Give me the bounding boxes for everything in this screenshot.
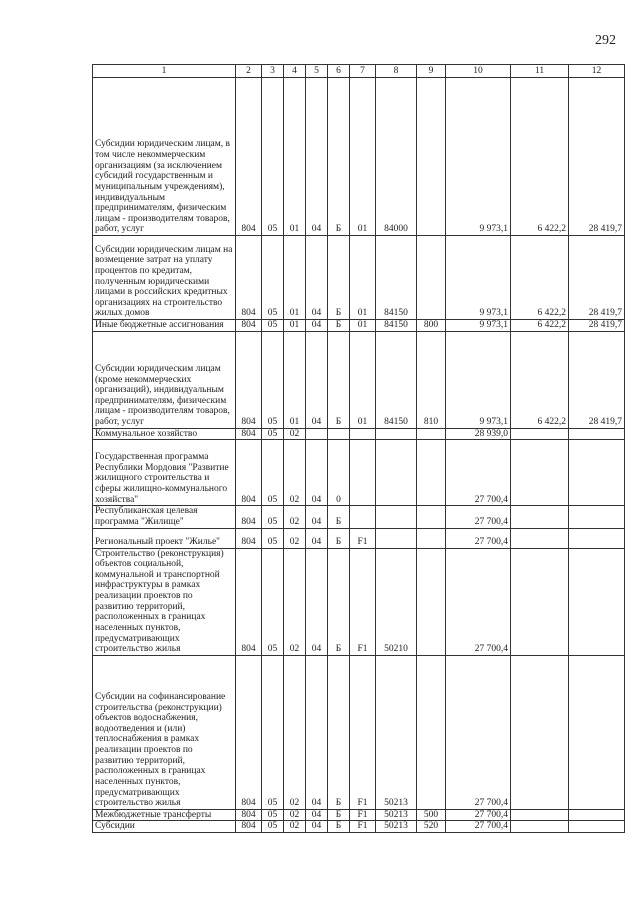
cell-c11: 6 422,2 bbox=[511, 236, 569, 320]
table-row bbox=[93, 506, 625, 528]
cell-c8: 50213 bbox=[376, 655, 417, 809]
cell-c8: 84150 bbox=[376, 236, 417, 320]
cell-c9 bbox=[417, 506, 446, 528]
cell-c4: 02 bbox=[284, 809, 306, 821]
cell-c5: 04 bbox=[306, 655, 328, 809]
cell-c11 bbox=[511, 809, 569, 821]
cell-c10: 9 973,1 bbox=[446, 78, 511, 236]
cell-c11: 6 422,2 bbox=[511, 331, 569, 428]
cell-c7: F1 bbox=[350, 809, 376, 821]
cell-c10: 9 973,1 bbox=[446, 236, 511, 320]
cell-c2: 804 bbox=[236, 78, 262, 236]
cell-c4: 02 bbox=[284, 528, 306, 548]
cell-c11: 6 422,2 bbox=[511, 320, 569, 332]
cell-c6: Б bbox=[328, 506, 350, 528]
cell-c5: 04 bbox=[306, 320, 328, 332]
cell-c6: Б bbox=[328, 331, 350, 428]
cell-c2: 804 bbox=[236, 809, 262, 821]
cell-c12 bbox=[569, 428, 625, 440]
header-cell: 12 bbox=[569, 65, 625, 78]
cell-c11 bbox=[511, 821, 569, 833]
cell-c9: 810 bbox=[417, 331, 446, 428]
cell-c10: 27 700,4 bbox=[446, 506, 511, 528]
cell-c7 bbox=[350, 428, 376, 440]
row-name-cell: Строительство (реконструкция) объектов социальной, коммунальной и транспортной инфраструктуры в рамках реализации проектов по развитию территорий, расположенных в границах населенных пунктов, предусматривающих строительство жилья bbox=[93, 548, 236, 655]
cell-c6: Б bbox=[328, 528, 350, 548]
cell-c4: 02 bbox=[284, 821, 306, 833]
header-cell: 7 bbox=[350, 65, 376, 78]
header-cell: 2 bbox=[236, 65, 262, 78]
cell-c5: 04 bbox=[306, 236, 328, 320]
cell-c3: 05 bbox=[262, 320, 284, 332]
cell-c12 bbox=[569, 528, 625, 548]
budget-table bbox=[92, 64, 625, 833]
cell-c8 bbox=[376, 506, 417, 528]
cell-c5: 04 bbox=[306, 331, 328, 428]
cell-c8: 84000 bbox=[376, 78, 417, 236]
table-row bbox=[93, 809, 625, 821]
cell-c7: 01 bbox=[350, 331, 376, 428]
cell-c12 bbox=[569, 506, 625, 528]
cell-c12 bbox=[569, 440, 625, 506]
cell-c5 bbox=[306, 428, 328, 440]
cell-c11 bbox=[511, 548, 569, 655]
header-cell: 3 bbox=[262, 65, 284, 78]
cell-c11 bbox=[511, 428, 569, 440]
cell-c4: 02 bbox=[284, 440, 306, 506]
cell-c2: 804 bbox=[236, 528, 262, 548]
cell-c4: 01 bbox=[284, 320, 306, 332]
cell-c7: F1 bbox=[350, 528, 376, 548]
table-row bbox=[93, 320, 625, 332]
cell-c8: 84150 bbox=[376, 320, 417, 332]
cell-c12 bbox=[569, 548, 625, 655]
header-cell: 1 bbox=[93, 65, 236, 78]
table-row bbox=[93, 78, 625, 236]
cell-c8: 50210 bbox=[376, 548, 417, 655]
table-body bbox=[93, 78, 625, 833]
cell-c11 bbox=[511, 528, 569, 548]
cell-c2: 804 bbox=[236, 331, 262, 428]
cell-c7: F1 bbox=[350, 655, 376, 809]
cell-c9 bbox=[417, 78, 446, 236]
cell-c2: 804 bbox=[236, 655, 262, 809]
cell-c2: 804 bbox=[236, 236, 262, 320]
cell-c9 bbox=[417, 528, 446, 548]
cell-c5: 04 bbox=[306, 809, 328, 821]
cell-c12 bbox=[569, 655, 625, 809]
cell-c2: 804 bbox=[236, 548, 262, 655]
cell-c7: 01 bbox=[350, 78, 376, 236]
cell-c12 bbox=[569, 809, 625, 821]
cell-c9 bbox=[417, 236, 446, 320]
cell-c2: 804 bbox=[236, 320, 262, 332]
cell-c5: 04 bbox=[306, 821, 328, 833]
cell-c10: 28 939,0 bbox=[446, 428, 511, 440]
table-row bbox=[93, 236, 625, 320]
cell-c8 bbox=[376, 528, 417, 548]
header-cell: 9 bbox=[417, 65, 446, 78]
cell-c4: 01 bbox=[284, 331, 306, 428]
cell-c5: 04 bbox=[306, 440, 328, 506]
cell-c12: 28 419,7 bbox=[569, 236, 625, 320]
cell-c3: 05 bbox=[262, 655, 284, 809]
cell-c5: 04 bbox=[306, 528, 328, 548]
cell-c6: Б bbox=[328, 236, 350, 320]
cell-c6: Б bbox=[328, 78, 350, 236]
cell-c11 bbox=[511, 506, 569, 528]
cell-c8: 84150 bbox=[376, 331, 417, 428]
row-name-cell: Субсидии на софинансирование строительства (реконструкции) объектов водоснабжения, водоотведения и (или) теплоснабжения в рамках реализации проектов по развитию территорий, расположенных в границах населенных пунктов, предусматривающих строительство жилья bbox=[93, 655, 236, 809]
cell-c2: 804 bbox=[236, 428, 262, 440]
cell-c9: 500 bbox=[417, 809, 446, 821]
cell-c3: 05 bbox=[262, 236, 284, 320]
cell-c9 bbox=[417, 655, 446, 809]
cell-c10: 27 700,4 bbox=[446, 548, 511, 655]
cell-c11: 6 422,2 bbox=[511, 78, 569, 236]
cell-c9 bbox=[417, 428, 446, 440]
cell-c3: 05 bbox=[262, 331, 284, 428]
cell-c5: 04 bbox=[306, 506, 328, 528]
table-row bbox=[93, 821, 625, 833]
cell-c2: 804 bbox=[236, 440, 262, 506]
row-name-cell: Субсидии юридическим лицам, в том числе некоммерческим организациям (за исключением субсидий государственным и муниципальным учреждениям), индивидуальным предпринимателям, физическим лицам - производителям товаров, работ, услуг bbox=[93, 78, 236, 236]
cell-c10: 27 700,4 bbox=[446, 440, 511, 506]
row-name-cell: Субсидии юридическим лицам на возмещение затрат на уплату процентов по кредитам, полученным юридическими лицами в российских кредитных организациях на строительство жилых домов bbox=[93, 236, 236, 320]
row-name-cell: Коммунальное хозяйство bbox=[93, 428, 236, 440]
header-cell: 5 bbox=[306, 65, 328, 78]
table-row bbox=[93, 655, 625, 809]
cell-c7 bbox=[350, 506, 376, 528]
cell-c4: 01 bbox=[284, 236, 306, 320]
cell-c4: 01 bbox=[284, 78, 306, 236]
header-row bbox=[93, 65, 625, 78]
cell-c8: 50213 bbox=[376, 809, 417, 821]
cell-c12 bbox=[569, 821, 625, 833]
cell-c3: 05 bbox=[262, 506, 284, 528]
cell-c3: 05 bbox=[262, 548, 284, 655]
cell-c10: 9 973,1 bbox=[446, 331, 511, 428]
cell-c6: Б bbox=[328, 548, 350, 655]
cell-c4: 02 bbox=[284, 428, 306, 440]
cell-c10: 27 700,4 bbox=[446, 821, 511, 833]
cell-c4: 02 bbox=[284, 655, 306, 809]
cell-c10: 27 700,4 bbox=[446, 528, 511, 548]
cell-c6: Б bbox=[328, 655, 350, 809]
cell-c3: 05 bbox=[262, 440, 284, 506]
table-row bbox=[93, 331, 625, 428]
cell-c9 bbox=[417, 548, 446, 655]
row-name-cell: Иные бюджетные ассигнования bbox=[93, 320, 236, 332]
header-cell: 8 bbox=[376, 65, 417, 78]
cell-c7: 01 bbox=[350, 320, 376, 332]
cell-c12: 28 419,7 bbox=[569, 331, 625, 428]
cell-c6: Б bbox=[328, 821, 350, 833]
cell-c9: 520 bbox=[417, 821, 446, 833]
cell-c9 bbox=[417, 440, 446, 506]
cell-c9: 800 bbox=[417, 320, 446, 332]
header-cell: 10 bbox=[446, 65, 511, 78]
table-row bbox=[93, 440, 625, 506]
cell-c12: 28 419,7 bbox=[569, 320, 625, 332]
table-row bbox=[93, 428, 625, 440]
header-cell: 6 bbox=[328, 65, 350, 78]
cell-c5: 04 bbox=[306, 548, 328, 655]
table-row bbox=[93, 548, 625, 655]
cell-c10: 9 973,1 bbox=[446, 320, 511, 332]
cell-c2: 804 bbox=[236, 821, 262, 833]
cell-c10: 27 700,4 bbox=[446, 655, 511, 809]
cell-c7: F1 bbox=[350, 821, 376, 833]
cell-c6 bbox=[328, 428, 350, 440]
cell-c6: Б bbox=[328, 809, 350, 821]
cell-c4: 02 bbox=[284, 506, 306, 528]
table-row bbox=[93, 528, 625, 548]
page-number: 292 bbox=[595, 33, 616, 48]
row-name-cell: Государственная программа Республики Мордовия "Развитие жилищного строительства и сферы жилищно-коммунального хозяйства" bbox=[93, 440, 236, 506]
cell-c7 bbox=[350, 440, 376, 506]
cell-c5: 04 bbox=[306, 78, 328, 236]
cell-c6: 0 bbox=[328, 440, 350, 506]
cell-c11 bbox=[511, 440, 569, 506]
header-cell: 11 bbox=[511, 65, 569, 78]
row-name-cell: Субсидии юридическим лицам (кроме некоммерческих организаций), индивидуальным предпринимателям, физическим лицам - производителям товаров, работ, услуг bbox=[93, 331, 236, 428]
cell-c12: 28 419,7 bbox=[569, 78, 625, 236]
cell-c11 bbox=[511, 655, 569, 809]
cell-c7: F1 bbox=[350, 548, 376, 655]
cell-c8 bbox=[376, 440, 417, 506]
cell-c3: 05 bbox=[262, 428, 284, 440]
row-name-cell: Межбюджетные трансферты bbox=[93, 809, 236, 821]
cell-c8 bbox=[376, 428, 417, 440]
row-name-cell: Региональный проект "Жилье" bbox=[93, 528, 236, 548]
cell-c3: 05 bbox=[262, 821, 284, 833]
cell-c3: 05 bbox=[262, 78, 284, 236]
cell-c10: 27 700,4 bbox=[446, 809, 511, 821]
row-name-cell: Субсидии bbox=[93, 821, 236, 833]
row-name-cell: Республиканская целевая программа "Жилище" bbox=[93, 506, 236, 528]
cell-c4: 02 bbox=[284, 548, 306, 655]
header-cell: 4 bbox=[284, 65, 306, 78]
cell-c8: 50213 bbox=[376, 821, 417, 833]
cell-c3: 05 bbox=[262, 809, 284, 821]
cell-c7: 01 bbox=[350, 236, 376, 320]
cell-c6: Б bbox=[328, 320, 350, 332]
cell-c3: 05 bbox=[262, 528, 284, 548]
cell-c2: 804 bbox=[236, 506, 262, 528]
